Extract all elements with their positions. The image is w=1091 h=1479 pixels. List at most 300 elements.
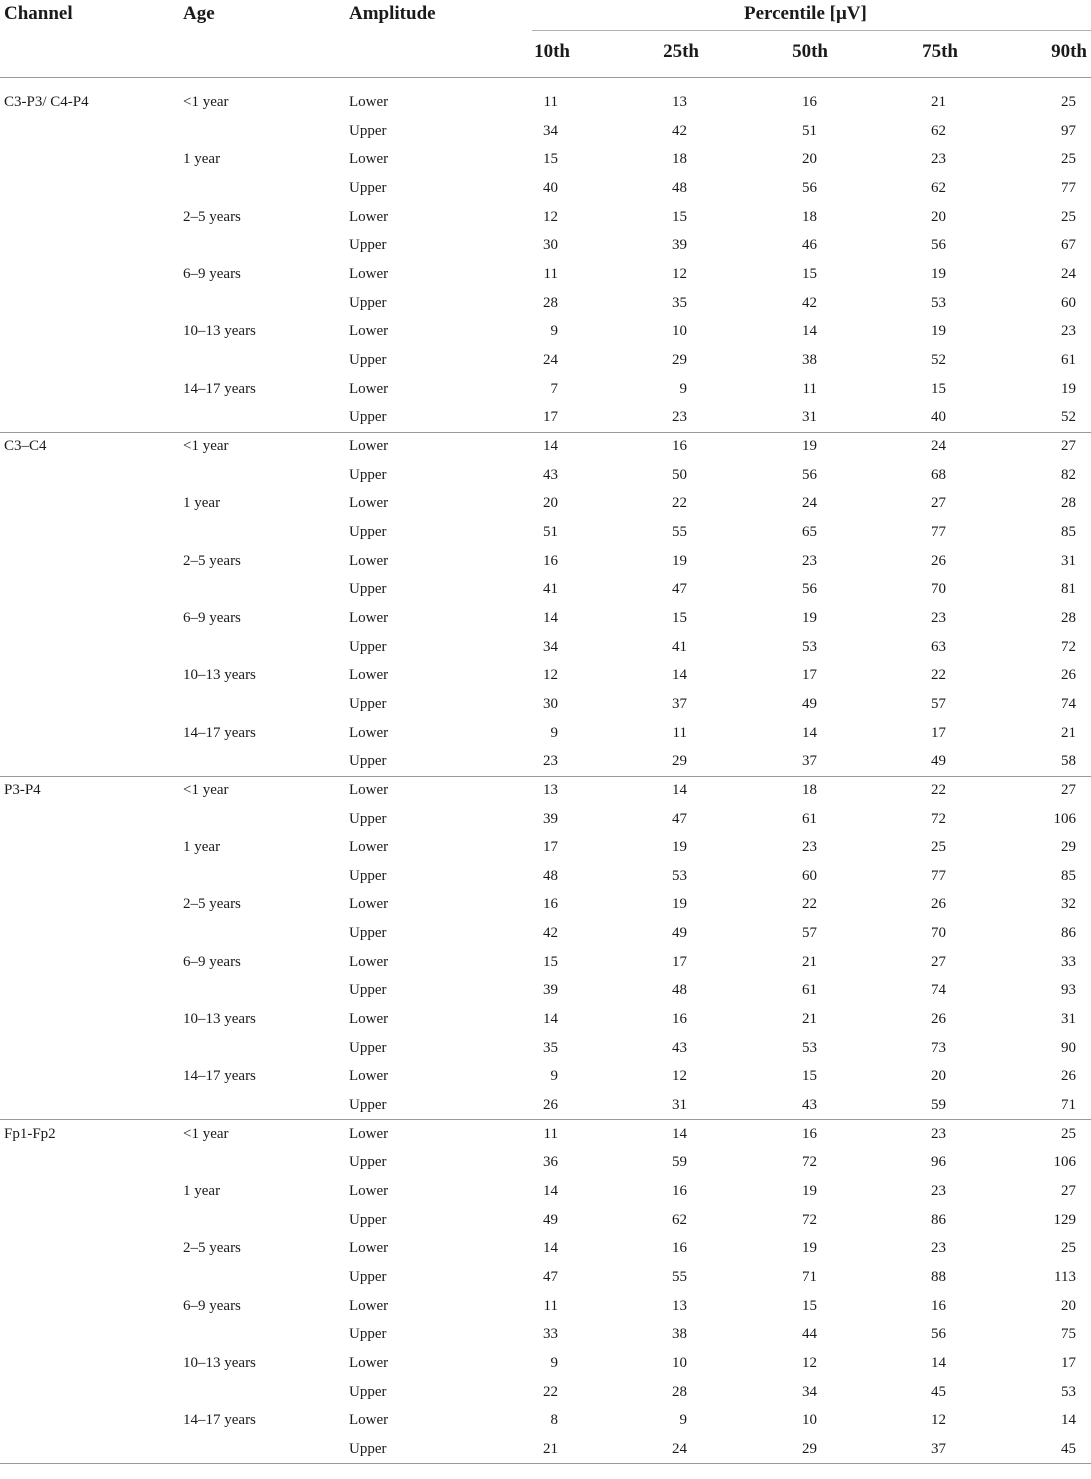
- percentile-value: 55: [672, 524, 687, 540]
- percentile-value: 25: [1061, 94, 1076, 110]
- percentile-value: 71: [1061, 1097, 1076, 1113]
- percentile-group-rule: [532, 30, 1091, 31]
- percentile-value: 52: [1061, 409, 1076, 425]
- percentile-value: 53: [802, 639, 817, 655]
- percentile-value: 42: [802, 295, 817, 311]
- percentile-value: 23: [802, 839, 817, 855]
- amplitude-label: Upper: [349, 1212, 387, 1228]
- percentile-value: 61: [1061, 352, 1076, 368]
- percentile-value: 23: [802, 553, 817, 569]
- percentile-value: 14: [1061, 1412, 1076, 1428]
- percentile-value: 15: [802, 266, 817, 282]
- percentile-value: 37: [931, 1441, 946, 1457]
- age-label: 6–9 years: [183, 610, 241, 626]
- amplitude-label: Upper: [349, 868, 387, 884]
- percentile-value: 29: [672, 753, 687, 769]
- percentile-value: 20: [931, 209, 946, 225]
- percentile-value: 34: [802, 1384, 817, 1400]
- age-label: 10–13 years: [183, 323, 256, 339]
- percentile-value: 73: [931, 1040, 946, 1056]
- percentile-value: 93: [1061, 982, 1076, 998]
- percentile-value: 29: [802, 1441, 817, 1457]
- percentile-value: 10: [802, 1412, 817, 1428]
- amplitude-label: Lower: [349, 725, 389, 741]
- age-label: <1 year: [183, 94, 229, 110]
- percentile-value: 62: [672, 1212, 687, 1228]
- percentile-value: 15: [543, 954, 558, 970]
- percentile-value: 72: [931, 811, 946, 827]
- percentile-value: 16: [672, 1011, 687, 1027]
- percentile-value: 43: [802, 1097, 817, 1113]
- percentile-value: 40: [543, 180, 558, 196]
- percentile-value: 43: [543, 467, 558, 483]
- percentile-value: 13: [672, 94, 687, 110]
- percentile-value: 96: [931, 1154, 946, 1170]
- age-label: 10–13 years: [183, 667, 256, 683]
- percentile-value: 40: [931, 409, 946, 425]
- percentile-value: 47: [543, 1269, 558, 1285]
- percentile-value: 56: [802, 467, 817, 483]
- percentile-value: 19: [672, 839, 687, 855]
- amplitude-label: Lower: [349, 1298, 389, 1314]
- amplitude-label: Upper: [349, 1154, 387, 1170]
- percentile-value: 31: [802, 409, 817, 425]
- percentile-value: 19: [802, 1183, 817, 1199]
- amplitude-label: Lower: [349, 1011, 389, 1027]
- percentile-value: 8: [550, 1412, 558, 1428]
- percentile-value: 57: [931, 696, 946, 712]
- amplitude-label: Lower: [349, 1183, 389, 1199]
- percentile-value: 106: [1053, 1154, 1076, 1170]
- age-label: 6–9 years: [183, 1298, 241, 1314]
- percentile-value: 77: [931, 524, 946, 540]
- percentile-value: 15: [672, 610, 687, 626]
- percentile-value: 22: [543, 1384, 558, 1400]
- percentile-value: 61: [802, 811, 817, 827]
- percentile-value: 24: [1061, 266, 1076, 282]
- percentile-value: 11: [672, 725, 687, 741]
- percentile-value: 31: [1061, 553, 1076, 569]
- age-label: 6–9 years: [183, 954, 241, 970]
- percentile-value: 23: [931, 1240, 946, 1256]
- channel-label: C3–C4: [4, 438, 47, 454]
- group-separator-rule: [0, 432, 1091, 433]
- percentile-value: 16: [672, 1240, 687, 1256]
- percentile-value: 13: [543, 782, 558, 798]
- amplitude-label: Upper: [349, 409, 387, 425]
- percentile-value: 35: [672, 295, 687, 311]
- percentile-value: 47: [672, 811, 687, 827]
- percentile-value: 17: [1061, 1355, 1076, 1371]
- age-label: 2–5 years: [183, 896, 241, 912]
- age-label: 1 year: [183, 839, 221, 855]
- amplitude-label: Upper: [349, 1097, 387, 1113]
- percentile-value: 26: [931, 553, 946, 569]
- amplitude-label: Upper: [349, 639, 387, 655]
- percentile-value: 85: [1061, 524, 1076, 540]
- percentile-value: 23: [931, 1183, 946, 1199]
- percentile-value: 14: [672, 667, 687, 683]
- percentile-value: 26: [931, 896, 946, 912]
- age-label: 6–9 years: [183, 266, 241, 282]
- percentile-value: 42: [672, 123, 687, 139]
- percentile-value: 43: [672, 1040, 687, 1056]
- percentile-value: 17: [672, 954, 687, 970]
- amplitude-label: Upper: [349, 982, 387, 998]
- percentile-value: 38: [672, 1326, 687, 1342]
- percentile-value: 10: [672, 323, 687, 339]
- percentile-value: 24: [802, 495, 817, 511]
- percentile-value: 88: [931, 1269, 946, 1285]
- percentile-value: 68: [931, 467, 946, 483]
- header-age: Age: [183, 3, 215, 24]
- amplitude-label: Lower: [349, 438, 389, 454]
- percentile-value: 19: [802, 1240, 817, 1256]
- percentile-value: 14: [543, 1183, 558, 1199]
- percentile-value: 51: [802, 123, 817, 139]
- table-bottom-rule: [0, 1463, 1091, 1464]
- percentile-value: 27: [1061, 438, 1076, 454]
- amplitude-label: Lower: [349, 209, 389, 225]
- amplitude-label: Lower: [349, 667, 389, 683]
- age-label: <1 year: [183, 782, 229, 798]
- percentile-value: 15: [672, 209, 687, 225]
- percentile-value: 15: [931, 381, 946, 397]
- percentile-value: 14: [543, 1011, 558, 1027]
- header-amplitude: Amplitude: [349, 3, 436, 24]
- percentile-value: 9: [550, 725, 558, 741]
- percentile-value: 9: [550, 1068, 558, 1084]
- percentile-value: 56: [802, 180, 817, 196]
- percentile-value: 49: [543, 1212, 558, 1228]
- percentile-value: 15: [802, 1068, 817, 1084]
- percentile-value: 85: [1061, 868, 1076, 884]
- amplitude-label: Upper: [349, 524, 387, 540]
- percentile-value: 12: [672, 266, 687, 282]
- percentile-value: 41: [672, 639, 687, 655]
- amplitude-label: Upper: [349, 753, 387, 769]
- percentile-value: 60: [802, 868, 817, 884]
- amplitude-label: Upper: [349, 581, 387, 597]
- percentile-value: 11: [543, 1126, 558, 1142]
- percentile-value: 50: [672, 467, 687, 483]
- header-channel: Channel: [4, 3, 73, 24]
- percentile-value: 9: [550, 323, 558, 339]
- percentile-value: 57: [802, 925, 817, 941]
- percentile-value: 12: [672, 1068, 687, 1084]
- header-percentile-group: Percentile [μV]: [744, 3, 867, 24]
- amplitude-label: Lower: [349, 323, 389, 339]
- percentile-value: 16: [543, 553, 558, 569]
- percentile-value: 45: [931, 1384, 946, 1400]
- percentile-value: 37: [672, 696, 687, 712]
- percentile-value: 56: [931, 1326, 946, 1342]
- percentile-value: 26: [1061, 667, 1076, 683]
- percentile-value: 26: [1061, 1068, 1076, 1084]
- percentile-value: 24: [931, 438, 946, 454]
- percentile-value: 31: [1061, 1011, 1076, 1027]
- age-label: 2–5 years: [183, 553, 241, 569]
- percentile-value: 15: [543, 151, 558, 167]
- percentile-value: 45: [1061, 1441, 1076, 1457]
- percentile-value: 26: [931, 1011, 946, 1027]
- channel-label: Fp1-Fp2: [4, 1126, 56, 1142]
- amplitude-label: Lower: [349, 151, 389, 167]
- percentile-value: 32: [1061, 896, 1076, 912]
- amplitude-label: Upper: [349, 1384, 387, 1400]
- age-label: 1 year: [183, 151, 221, 167]
- age-label: <1 year: [183, 438, 229, 454]
- percentile-value: 81: [1061, 581, 1076, 597]
- percentile-value: 49: [672, 925, 687, 941]
- percentile-value: 21: [543, 1441, 558, 1457]
- percentile-value: 63: [931, 639, 946, 655]
- percentile-value: 30: [543, 696, 558, 712]
- percentile-value: 55: [672, 1269, 687, 1285]
- percentile-value: 23: [931, 151, 946, 167]
- percentile-value: 59: [931, 1097, 946, 1113]
- percentile-value: 9: [679, 1412, 687, 1428]
- amplitude-label: Upper: [349, 1040, 387, 1056]
- amplitude-label: Lower: [349, 782, 389, 798]
- percentile-value: 11: [543, 266, 558, 282]
- percentile-value: 39: [672, 237, 687, 253]
- percentile-value: 21: [931, 94, 946, 110]
- percentile-value: 97: [1061, 123, 1076, 139]
- percentile-value: 72: [802, 1154, 817, 1170]
- amplitude-label: Lower: [349, 381, 389, 397]
- header-percentile-50th: 50th: [792, 41, 828, 62]
- percentile-value: 70: [931, 925, 946, 941]
- age-label: 14–17 years: [183, 725, 256, 741]
- percentile-value: 71: [802, 1269, 817, 1285]
- percentile-value: 129: [1053, 1212, 1076, 1228]
- percentile-value: 67: [1061, 237, 1076, 253]
- amplitude-label: Upper: [349, 295, 387, 311]
- age-label: 2–5 years: [183, 1240, 241, 1256]
- percentile-value: 14: [543, 1240, 558, 1256]
- amplitude-label: Lower: [349, 266, 389, 282]
- percentile-value: 14: [543, 438, 558, 454]
- percentile-value: 33: [543, 1326, 558, 1342]
- percentile-value: 75: [1061, 1326, 1076, 1342]
- percentile-value: 16: [931, 1298, 946, 1314]
- amplitude-label: Upper: [349, 352, 387, 368]
- percentile-value: 16: [802, 1126, 817, 1142]
- percentile-value: 58: [1061, 753, 1076, 769]
- percentile-value: 11: [543, 94, 558, 110]
- percentile-value: 28: [1061, 495, 1076, 511]
- percentile-value: 18: [802, 782, 817, 798]
- percentile-value: 39: [543, 811, 558, 827]
- percentile-value: 33: [1061, 954, 1076, 970]
- percentile-value: 10: [672, 1355, 687, 1371]
- percentile-value: 60: [1061, 295, 1076, 311]
- amplitude-label: Lower: [349, 610, 389, 626]
- percentile-value: 27: [931, 495, 946, 511]
- percentile-value: 74: [1061, 696, 1076, 712]
- percentile-value: 18: [802, 209, 817, 225]
- percentile-value: 23: [931, 610, 946, 626]
- percentile-value: 24: [672, 1441, 687, 1457]
- percentile-value: 16: [672, 438, 687, 454]
- percentile-value: 9: [550, 1355, 558, 1371]
- percentile-value: 23: [1061, 323, 1076, 339]
- percentile-value: 48: [672, 180, 687, 196]
- percentile-value: 12: [931, 1412, 946, 1428]
- percentile-value: 28: [672, 1384, 687, 1400]
- amplitude-label: Lower: [349, 954, 389, 970]
- percentile-value: 25: [931, 839, 946, 855]
- group-separator-rule: [0, 1119, 1091, 1120]
- percentile-value: 53: [1061, 1384, 1076, 1400]
- channel-label: P3-P4: [4, 782, 41, 798]
- percentile-value: 46: [802, 237, 817, 253]
- percentile-value: 53: [672, 868, 687, 884]
- age-label: <1 year: [183, 1126, 229, 1142]
- percentile-value: 86: [1061, 925, 1076, 941]
- age-label: 10–13 years: [183, 1355, 256, 1371]
- percentile-value: 31: [672, 1097, 687, 1113]
- amplitude-label: Upper: [349, 1269, 387, 1285]
- percentile-value: 42: [543, 925, 558, 941]
- percentile-value: 21: [802, 1011, 817, 1027]
- percentile-value: 16: [543, 896, 558, 912]
- percentile-value: 37: [802, 753, 817, 769]
- percentile-value: 19: [672, 553, 687, 569]
- amplitude-label: Lower: [349, 1240, 389, 1256]
- percentile-value: 9: [679, 381, 687, 397]
- age-label: 10–13 years: [183, 1011, 256, 1027]
- age-label: 2–5 years: [183, 209, 241, 225]
- percentile-value: 30: [543, 237, 558, 253]
- percentile-value: 20: [931, 1068, 946, 1084]
- amplitude-label: Lower: [349, 1126, 389, 1142]
- percentile-value: 26: [543, 1097, 558, 1113]
- amplitude-label: Lower: [349, 1355, 389, 1371]
- percentile-value: 23: [672, 409, 687, 425]
- percentile-value: 22: [931, 782, 946, 798]
- percentile-value: 14: [802, 725, 817, 741]
- percentile-value: 25: [1061, 151, 1076, 167]
- percentile-value: 12: [543, 209, 558, 225]
- header-percentile-75th: 75th: [922, 41, 958, 62]
- amplitude-label: Lower: [349, 839, 389, 855]
- percentile-value: 11: [543, 1298, 558, 1314]
- percentile-value: 20: [543, 495, 558, 511]
- header-percentile-25th: 25th: [663, 41, 699, 62]
- amplitude-label: Upper: [349, 123, 387, 139]
- percentile-value: 47: [672, 581, 687, 597]
- amplitude-label: Lower: [349, 495, 389, 511]
- amplitude-label: Upper: [349, 1441, 387, 1457]
- header-percentile-10th: 10th: [534, 41, 570, 62]
- percentile-value: 25: [1061, 1126, 1076, 1142]
- percentile-value: 11: [802, 381, 817, 397]
- percentile-value: 72: [1061, 639, 1076, 655]
- percentile-value: 41: [543, 581, 558, 597]
- percentile-value: 27: [1061, 1183, 1076, 1199]
- percentile-value: 14: [672, 782, 687, 798]
- percentile-value: 14: [543, 610, 558, 626]
- percentile-value: 35: [543, 1040, 558, 1056]
- percentile-value: 23: [543, 753, 558, 769]
- percentile-value: 77: [931, 868, 946, 884]
- percentile-value: 19: [672, 896, 687, 912]
- percentile-value: 90: [1061, 1040, 1076, 1056]
- amplitude-label: Upper: [349, 811, 387, 827]
- percentile-value: 29: [1061, 839, 1076, 855]
- percentile-value: 49: [931, 753, 946, 769]
- percentile-value: 48: [672, 982, 687, 998]
- percentile-value: 19: [802, 610, 817, 626]
- percentile-value: 7: [550, 381, 558, 397]
- percentile-value: 17: [802, 667, 817, 683]
- percentile-value: 38: [802, 352, 817, 368]
- percentile-value: 19: [931, 266, 946, 282]
- percentile-value: 106: [1053, 811, 1076, 827]
- percentile-value: 74: [931, 982, 946, 998]
- percentile-value: 29: [672, 352, 687, 368]
- percentile-value: 56: [931, 237, 946, 253]
- age-label: 14–17 years: [183, 1068, 256, 1084]
- amplitude-label: Lower: [349, 553, 389, 569]
- age-label: 14–17 years: [183, 1412, 256, 1428]
- percentile-value: 27: [1061, 782, 1076, 798]
- amplitude-label: Upper: [349, 467, 387, 483]
- age-label: 1 year: [183, 495, 221, 511]
- amplitude-label: Upper: [349, 1326, 387, 1342]
- percentile-value: 86: [931, 1212, 946, 1228]
- channel-label: C3-P3/ C4-P4: [4, 94, 89, 110]
- percentile-value: 17: [931, 725, 946, 741]
- percentile-value: 18: [672, 151, 687, 167]
- percentile-value: 24: [543, 352, 558, 368]
- percentile-value: 77: [1061, 180, 1076, 196]
- percentile-value: 28: [543, 295, 558, 311]
- percentile-value: 65: [802, 524, 817, 540]
- percentile-value: 51: [543, 524, 558, 540]
- percentile-value: 17: [543, 409, 558, 425]
- percentile-value: 19: [931, 323, 946, 339]
- amplitude-label: Upper: [349, 237, 387, 253]
- percentile-value: 16: [802, 94, 817, 110]
- percentile-value: 19: [802, 438, 817, 454]
- percentile-value: 62: [931, 123, 946, 139]
- percentile-value: 23: [931, 1126, 946, 1142]
- amplitude-label: Lower: [349, 1412, 389, 1428]
- percentile-value: 82: [1061, 467, 1076, 483]
- amplitude-label: Lower: [349, 1068, 389, 1084]
- percentile-value: 20: [802, 151, 817, 167]
- amplitude-label: Upper: [349, 925, 387, 941]
- percentile-value: 36: [543, 1154, 558, 1170]
- percentile-value: 62: [931, 180, 946, 196]
- percentile-value: 25: [1061, 1240, 1076, 1256]
- age-label: 1 year: [183, 1183, 221, 1199]
- percentile-value: 21: [1061, 725, 1076, 741]
- percentile-value: 12: [543, 667, 558, 683]
- percentile-value: 12: [802, 1355, 817, 1371]
- percentile-value: 39: [543, 982, 558, 998]
- percentile-value: 72: [802, 1212, 817, 1228]
- amplitude-label: Upper: [349, 180, 387, 196]
- amplitude-label: Upper: [349, 696, 387, 712]
- percentile-value: 44: [802, 1326, 817, 1342]
- amplitude-label: Lower: [349, 94, 389, 110]
- percentile-value: 14: [672, 1126, 687, 1142]
- percentile-value: 70: [931, 581, 946, 597]
